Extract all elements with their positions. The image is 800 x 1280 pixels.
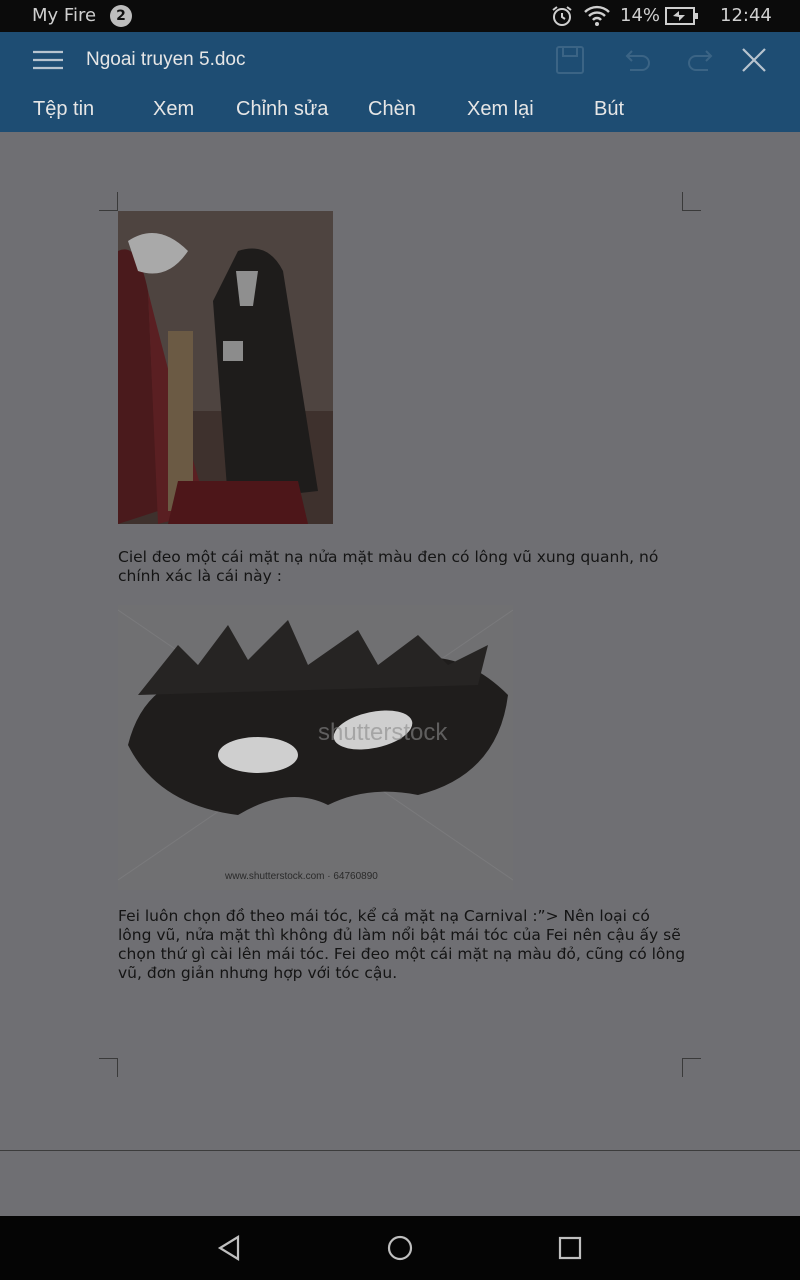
status-bar — [0, 0, 800, 32]
close-icon[interactable] — [738, 44, 770, 76]
back-icon[interactable] — [214, 1232, 246, 1264]
save-icon[interactable] — [554, 44, 586, 76]
feather-mask-image[interactable] — [118, 605, 513, 890]
alarm-icon — [550, 4, 574, 33]
recents-icon[interactable] — [554, 1232, 586, 1264]
battery-percent: 14% — [620, 5, 661, 26]
tab-view[interactable]: Xem — [153, 98, 195, 120]
document-title: Ngoai truyen 5.doc — [86, 49, 246, 70]
tab-edit[interactable]: Chỉnh sửa — [236, 98, 329, 120]
system-nav-bar — [0, 1216, 800, 1280]
tab-insert[interactable]: Chèn — [368, 98, 416, 120]
notification-count-badge: 2 — [110, 5, 132, 27]
costume-photo-image[interactable] — [118, 211, 333, 524]
clock-time: 12:44 — [720, 5, 772, 26]
margin-corner-bottom-right — [682, 1058, 701, 1077]
margin-corner-top-right — [682, 192, 701, 211]
undo-icon[interactable] — [620, 44, 652, 76]
margin-corner-top-left — [99, 192, 118, 211]
margin-corner-bottom-left — [99, 1058, 118, 1077]
status-app-name: My Fire — [32, 5, 97, 26]
watermark-text: shutterstock — [318, 719, 448, 746]
ribbon-tabs — [0, 94, 800, 124]
hamburger-menu-icon[interactable] — [32, 48, 64, 72]
tab-pen[interactable]: Bút — [594, 98, 625, 120]
wifi-icon — [583, 4, 611, 33]
redo-icon[interactable] — [686, 44, 718, 76]
tab-file[interactable]: Tệp tin — [33, 98, 95, 120]
document-paragraph: Ciel đeo một cái mặt nạ nửa mặt màu đen có lông vũ xung quanh, nó chính xác là cái này : — [118, 548, 659, 585]
home-icon[interactable] — [384, 1232, 416, 1264]
battery-charging-icon — [665, 6, 699, 31]
document-paragraph: Fei luôn chọn đồ theo mái tóc, kể cả mặt nạ Carnival :”> Nên loại có lông vũ, nửa mặt thì không đủ làm nổi bật mái tóc của Fei nên cậu ấy sẽ chọn thứ gì cài lên mái tóc. Fei đeo một cái mặt nạ màu đỏ, cũng có lông vũ, đơn giản nhưng hợp với tóc cậu. — [118, 907, 686, 982]
tab-review[interactable]: Xem lại — [467, 98, 534, 120]
image-caption: www.shutterstock.com · 64760890 — [225, 871, 378, 882]
page-divider — [0, 1150, 800, 1151]
app-toolbar — [0, 32, 800, 132]
